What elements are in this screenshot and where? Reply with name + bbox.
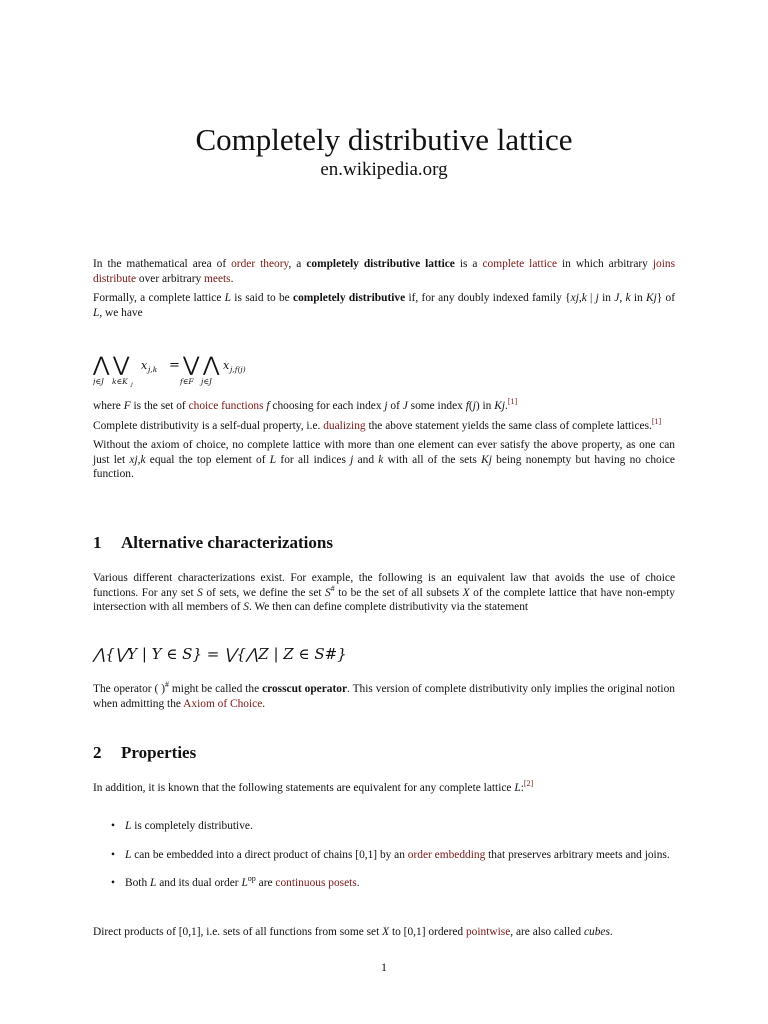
intro-paragraph-2: Formally, a complete lattice L is said to be completely distributive if, for any doubly indexed family {xj,k | j in J, k in Kj} of L, we have: [93, 292, 675, 319]
section-heading-alternative-characterizations: [93, 533, 333, 553]
paragraph-choice-functions: where F is the set of choice functions f choosing for each index j of J some index f(j) in Kj.[1]: [93, 397, 518, 412]
svg-text:x: x: [223, 359, 230, 372]
link-meets[interactable]: meets: [204, 272, 231, 285]
section-title: Properties: [121, 743, 197, 762]
link-pointwise[interactable]: pointwise: [465, 926, 511, 938]
body-block-2: [93, 399, 675, 482]
paragraph-cubes: Direct products of [0,1], i.e. sets of all functions from some set X to [0,1] ordered pointwise, are also called cubes.: [93, 926, 613, 938]
svg-text:j∈J: j∈J: [201, 377, 212, 386]
formula-distributive-law: [93, 354, 353, 395]
link-choice-functions[interactable]: choice functions: [188, 400, 264, 412]
formula-crosscut: ⋀{⋁Y | Y ∈ S} = ⋁{⋀Z | Z ∈ S#}: [93, 645, 347, 663]
link-joins-distribute[interactable]: joins distribute: [93, 258, 675, 285]
reference-1[interactable]: [1]: [651, 416, 662, 426]
section-1-body: [93, 571, 675, 615]
svg-text:x: x: [141, 359, 148, 372]
section-2-intro: [93, 781, 675, 796]
join-operator: ⋁: [183, 354, 200, 376]
join-operator: ⋁: [113, 354, 130, 376]
svg-text:j,f(j): j,f(j): [230, 365, 246, 374]
term-crosscut-operator: crosscut operator: [262, 683, 348, 695]
page-number: 1: [381, 960, 387, 974]
paragraph-self-dual: Complete distributivity is a self-dual property, i.e. dualizing the above statement yields the same class of complete lattices.[1]: [93, 416, 662, 432]
link-continuous-posets[interactable]: continuous posets: [275, 877, 357, 890]
intro-block: [93, 257, 675, 320]
bullet-icon: •: [111, 848, 115, 861]
term-completely-distributive: completely distributive: [293, 292, 406, 305]
svg-text:j∈J: j∈J: [93, 377, 104, 386]
list-item: • Both L and its dual order $L^{op}$ are continuous posets.: [111, 874, 360, 890]
svg-text:j: j: [131, 382, 133, 388]
link-order-theory[interactable]: order theory: [231, 258, 289, 270]
intro-paragraph-1: In the mathematical area of order theory, a completely distributive lattice is a complete lattice in which arbitrary joins distribute over arbitrary meets.: [93, 258, 675, 285]
list-item: • L can be embedded into a direct product of chains [0,1] by an order embedding that preserves arbitrary meets and joins.: [111, 848, 670, 861]
paragraph-axiom-of-choice: Without the axiom of choice, no complete lattice with more than one element can ever satisfy the above property, as one can just let xj,k equal the top element of L for all indices j and k with all of the sets Kj being nonempty but having no choice function.: [93, 439, 675, 481]
paragraph-crosscut-operator: The operator ( )# might be called the crosscut operator. This version of complete distributivity only implies the original notion when admitting the Axiom of Choice.: [93, 680, 675, 710]
properties-list: [93, 819, 675, 891]
svg-text:j,k: j,k: [148, 365, 158, 374]
meet-operator: ⋀: [93, 354, 110, 376]
page-title: Completely distributive lattice: [195, 122, 573, 157]
list-item: • L is completely distributive.: [111, 820, 253, 832]
bullet-icon: •: [111, 877, 115, 890]
link-complete-lattice[interactable]: complete lattice: [482, 258, 558, 270]
svg-text:k∈K: k∈K: [112, 377, 128, 386]
link-axiom-of-choice[interactable]: Axiom of Choice: [183, 697, 263, 710]
reference-1[interactable]: [1]: [507, 397, 518, 407]
term-completely-distributive-lattice: completely distributive lattice: [306, 258, 455, 270]
section-title: Alternative characterizations: [121, 533, 333, 552]
section-number: 2: [93, 743, 102, 762]
section-heading-properties: [93, 743, 196, 763]
formula-1-svg: [93, 354, 353, 390]
bullet-icon: •: [111, 820, 115, 832]
meet-operator: ⋀: [203, 354, 220, 376]
paragraph-equivalent-statements: In addition, it is known that the following statements are equivalent for any complete lattice L:[2]: [93, 779, 534, 794]
link-order-embedding[interactable]: order embedding: [407, 848, 486, 861]
section-2-closing: [93, 925, 675, 940]
section-number: 1: [93, 533, 102, 552]
page-source: en.wikipedia.org: [320, 159, 448, 180]
section-1-body-2: [93, 682, 675, 711]
svg-text:f∈F: f∈F: [180, 377, 194, 386]
svg-text:=: =: [169, 358, 180, 373]
reference-2[interactable]: [2]: [523, 779, 534, 789]
paragraph-characterizations: Various different characterizations exist. For example, the following is an equivalent law that avoids the use of choice functions. For any set S of sets, we define the set S# to be the set of all subsets X of the complete lattice that have non-empty intersection with all members of S. We then can define complete distributivity via the statement: [93, 572, 676, 614]
link-dualizing[interactable]: dualizing: [323, 419, 366, 432]
